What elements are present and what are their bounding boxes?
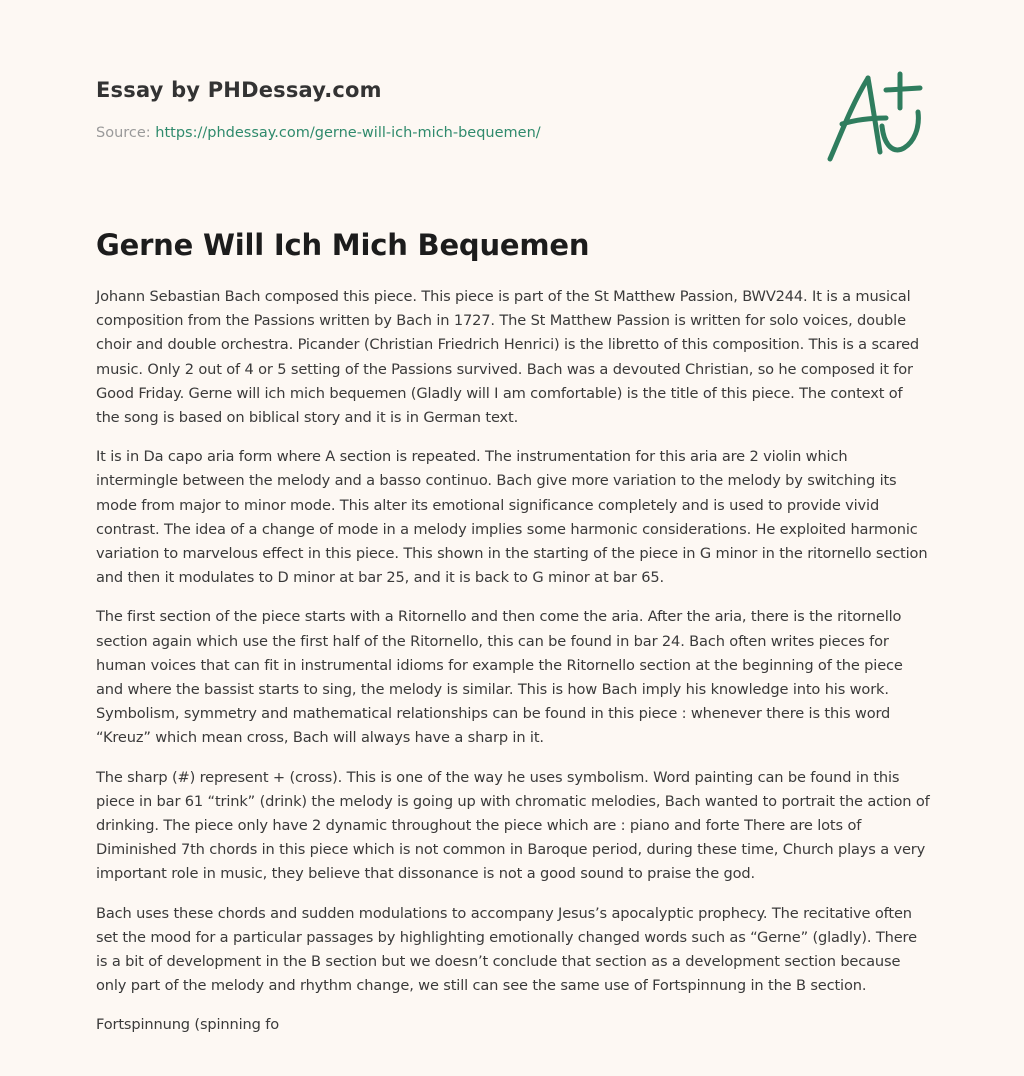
paragraph: Fortspinnung (spinning fo <box>96 1016 279 1034</box>
paragraph: The sharp (#) represent + (cross). This is one of the way he uses symbolism. Word painting can be found in this piece in bar 61 “trink” (drink) the melody is going up with chromatic melodies, Bach wanted to portrait the action of drinking. The piece only have 2 dynamic throughout the piece which are : piano and forte There are lots of Diminished 7th chords in this piece which is not common in Baroque period, during these time, Church plays a very important role in music, they believe that dissonance is not a good sound to praise the god. <box>96 768 930 883</box>
a-plus-logo-icon <box>820 66 930 166</box>
paragraph: The first section of the piece starts with a Ritornello and then come the aria. After the aria, there is the ritornello section again which use the first half of the Ritornello, this can be found in bar 24. Bach often writes pieces for human voices that can fit in instrumental idioms for example the Ritornello section at the beginning of the piece and where the bassist starts to sing, the melody is similar. This is how Bach imply his knowledge into his work. Symbolism, symmetry and mathematical relationships can be found in this piece : whenever there is this word “Kreuz” which mean cross, Bach will always have a sharp in it. <box>96 608 903 747</box>
page-title: Gerne Will Ich Mich Bequemen <box>96 228 590 262</box>
source-label: Source: <box>96 125 156 141</box>
essay-header <box>96 76 696 143</box>
paragraph: Johann Sebastian Bach composed this piece. This piece is part of the St Matthew Passion, BWV244. It is a musical composition from the Passions written by Bach in 1727. The St Matthew Passion is written for solo voices, double choir and double orchestra. Picander (Christian Friedrich Henrici) is the libretto of this composition. This is a scared music. Only 2 out of 4 or 5 setting of the Passions survived. Bach was a devouted Christian, so he composed it for Good Friday. Gerne will ich mich bequemen (Gladly will I am comfortable) is the title of this piece. The context of the song is based on biblical story and it is in German text. <box>96 288 920 427</box>
brand-title: Essay by PHDessay.com <box>96 78 382 102</box>
source-line <box>96 123 696 143</box>
essay-body <box>96 285 930 1053</box>
paragraph: Bach uses these chords and sudden modulations to accompany Jesus’s apocalyptic prophecy. The recitative often set the mood for a particular passages by highlighting emotionally changed words such as “Gerne” (gladly). There is a bit of development in the B section but we doesn’t conclude that section as a development section because only part of the melody and rhythm change, we still can see the same use of Fortspinnung in the B section. <box>96 904 917 995</box>
paragraph: It is in Da capo aria form where A section is repeated. The instrumentation for this aria are 2 violin which intermingle between the melody and a basso continuo. Bach give more variation to the melody by switching its mode from major to minor mode. This alter its emotional significance completely and is used to provide vivid contrast. The idea of a change of mode in a melody implies some harmonic considerations. He exploited harmonic variation to marvelous effect in this piece. This shown in the starting of the piece in G minor in the ritornello section and then it modulates to D minor at bar 25, and it is back to G minor at bar 65. <box>96 448 928 587</box>
source-link[interactable]: https://phdessay.com/gerne-will-ich-mich-bequemen/ <box>155 125 541 141</box>
